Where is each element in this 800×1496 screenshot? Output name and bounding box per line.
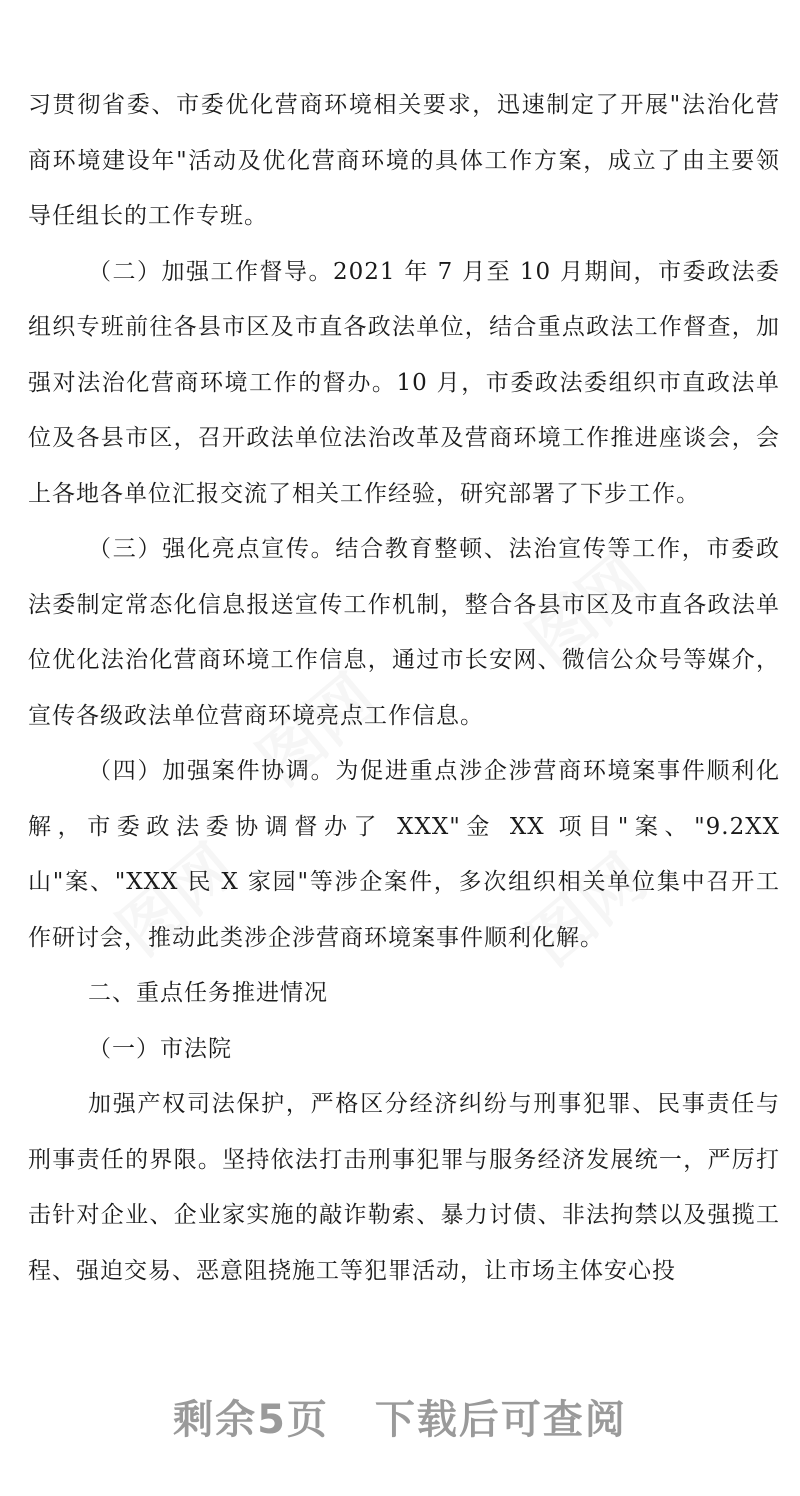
section-heading: 二、重点任务推进情况 (88, 980, 328, 1006)
paragraph-work-supervision: （二）加强工作督导。2021 年 7 月至 10 月期间，市委政法委组织专班前往各县市区及市直各政法单位，结合重点政法工作督查，加强对法治化营商环境工作的督办。10 月，市委政法委组织市直政法单位及各县市区，召开政法单位法治改革及营商环境工作推进座谈会，会上各地各单位汇报交流了相关工作经验，研究部署了下步工作。 (28, 258, 780, 507)
paragraph-intro-continuation: 习贯彻省委、市委优化营商环境相关要求，迅速制定了开展"法治化营商环境建设年"活动及优化营商环境的具体工作方案，成立了由主要领导任组长的工作专班。 (28, 92, 780, 229)
paragraph-publicity: （三）强化亮点宣传。结合教育整顿、法治宣传等工作，市委政法委制定常态化信息报送宣传工作机制，整合各县市区及市直各政法单位优化法治化营商环境工作信息，通过市长安网、微信公众号等媒介，宣传各级政法单位营商环境亮点工作信息。 (28, 536, 780, 729)
download-prompt[interactable] (0, 1388, 800, 1445)
download-to-view-label: 下载后可查阅 (374, 1397, 627, 1443)
document-body (28, 78, 780, 1299)
subsection-heading: （一）市法院 (88, 1035, 232, 1062)
paragraph-court: 加强产权司法保护，严格区分经济纠纷与刑事犯罪、民事责任与刑事责任的界限。坚持依法打击刑事犯罪与服务经济发展统一，严厉打击针对企业、企业家实施的敲诈勒索、暴力讨债、非法拘禁以及强揽工程、强迫交易、恶意阻挠施工等犯罪活动，让市场主体安心投 (28, 1091, 780, 1284)
paragraph-case-coordination: （四）加强案件协调。为促进重点涉企涉营商环境案事件顺利化解，市委政法委协调督办了 XXX"金 XX 项目"案、"9.2XX 山"案、"XXX 民 X 家园"等涉企案件，多次组织相关单位集中召开工作研讨会，推动此类涉企涉营商环境案事件顺利化解。 (28, 758, 780, 951)
remaining-pages-label: 剩余5页 (173, 1397, 329, 1443)
